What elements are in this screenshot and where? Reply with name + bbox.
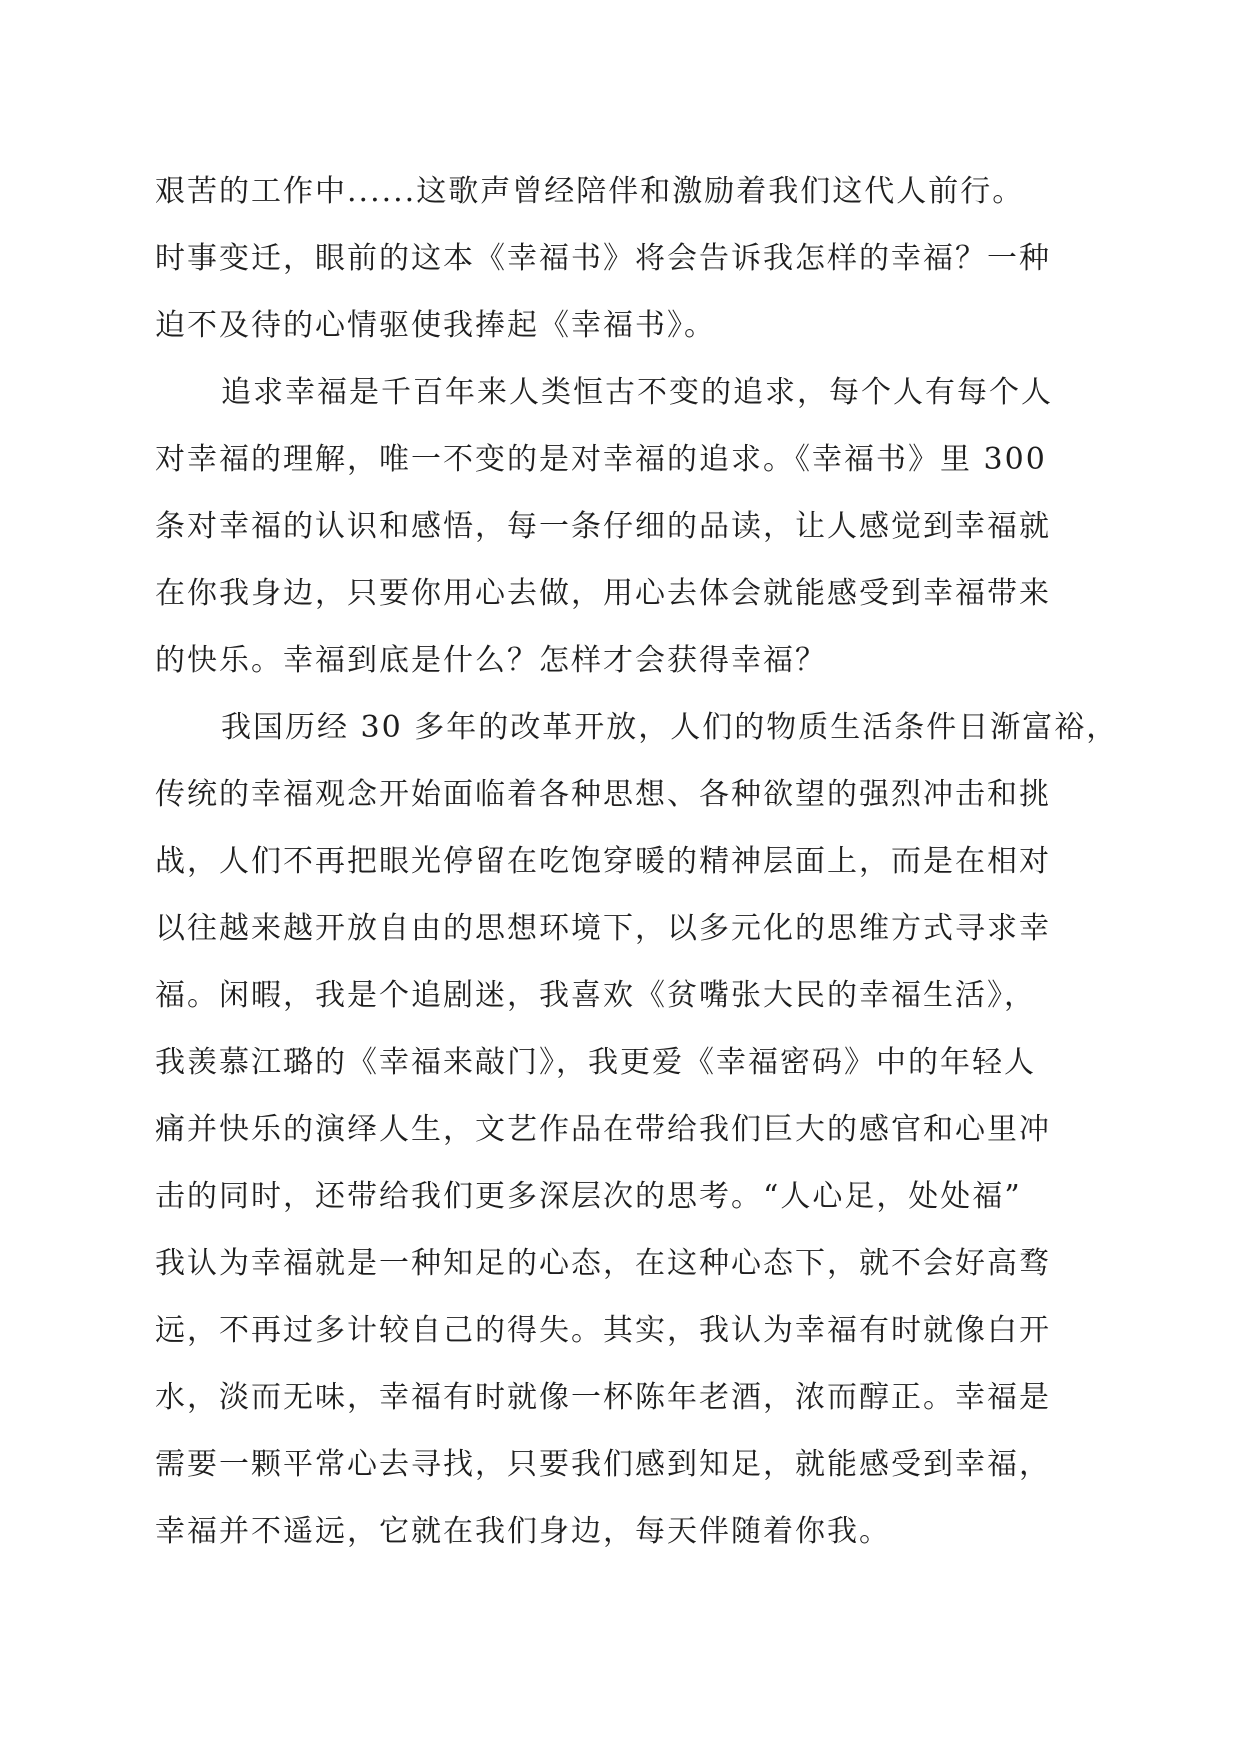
text-line: 时事变迁，眼前的这本《幸福书》将会告诉我怎样的幸福？一种 — [155, 241, 1051, 276]
body-text — [155, 158, 1119, 1565]
paragraph-first-line: 追求幸福是千百年来人类恒古不变的追求，每个人有每个人 — [221, 375, 1053, 410]
text-line: 战，人们不再把眼光停留在吃饱穿暖的精神层面上，而是在相对 — [155, 844, 1051, 879]
text-line: 我羡慕江璐的《幸福来敲门》，我更爱《幸福密码》中的年轻人 — [155, 1045, 1036, 1080]
text-line: 福。闲暇，我是个追剧迷，我喜欢《贫嘴张大民的幸福生活》， — [155, 978, 1036, 1013]
text-line: 以往越来越开放自由的思想环境下，以多元化的思维方式寻求幸 — [155, 911, 1051, 946]
text-line: 我认为幸福就是一种知足的心态，在这种心态下，就不会好高骛 — [155, 1246, 1051, 1281]
text-line: 水，淡而无味，幸福有时就像一杯陈年老酒，浓而醇正。幸福是 — [155, 1380, 1051, 1415]
text-line: 在你我身边，只要你用心去做，用心去体会就能感受到幸福带来 — [155, 576, 1051, 611]
paragraph-first-line: 我国历经 30 多年的改革开放，人们的物质生活条件日渐富裕， — [221, 710, 1119, 745]
text-line: 幸福并不遥远，它就在我们身边，每天伴随着你我。 — [155, 1514, 891, 1549]
text-line: 对幸福的理解，唯一不变的是对幸福的追求。《幸福书》里 300 — [155, 442, 1047, 477]
text-line: 艰苦的工作中......这歌声曾经陪伴和激励着我们这代人前行。 — [155, 174, 1025, 209]
text-line: 的快乐。幸福到底是什么？怎样才会获得幸福？ — [155, 643, 827, 678]
text-line: 迫不及待的心情驱使我捧起《幸福书》。 — [155, 308, 716, 343]
text-line: 远，不再过多计较自己的得失。其实，我认为幸福有时就像白开 — [155, 1313, 1051, 1348]
text-line: 击的同时，还带给我们更多深层次的思考。“人心足，处处福” — [155, 1179, 1022, 1214]
text-line: 需要一颗平常心去寻找，只要我们感到知足，就能感受到幸福， — [155, 1447, 1051, 1482]
text-line: 痛并快乐的演绎人生，文艺作品在带给我们巨大的感官和心里冲 — [155, 1112, 1051, 1147]
text-line: 传统的幸福观念开始面临着各种思想、各种欲望的强烈冲击和挑 — [155, 777, 1051, 812]
text-line: 条对幸福的认识和感悟，每一条仔细的品读，让人感觉到幸福就 — [155, 509, 1051, 544]
